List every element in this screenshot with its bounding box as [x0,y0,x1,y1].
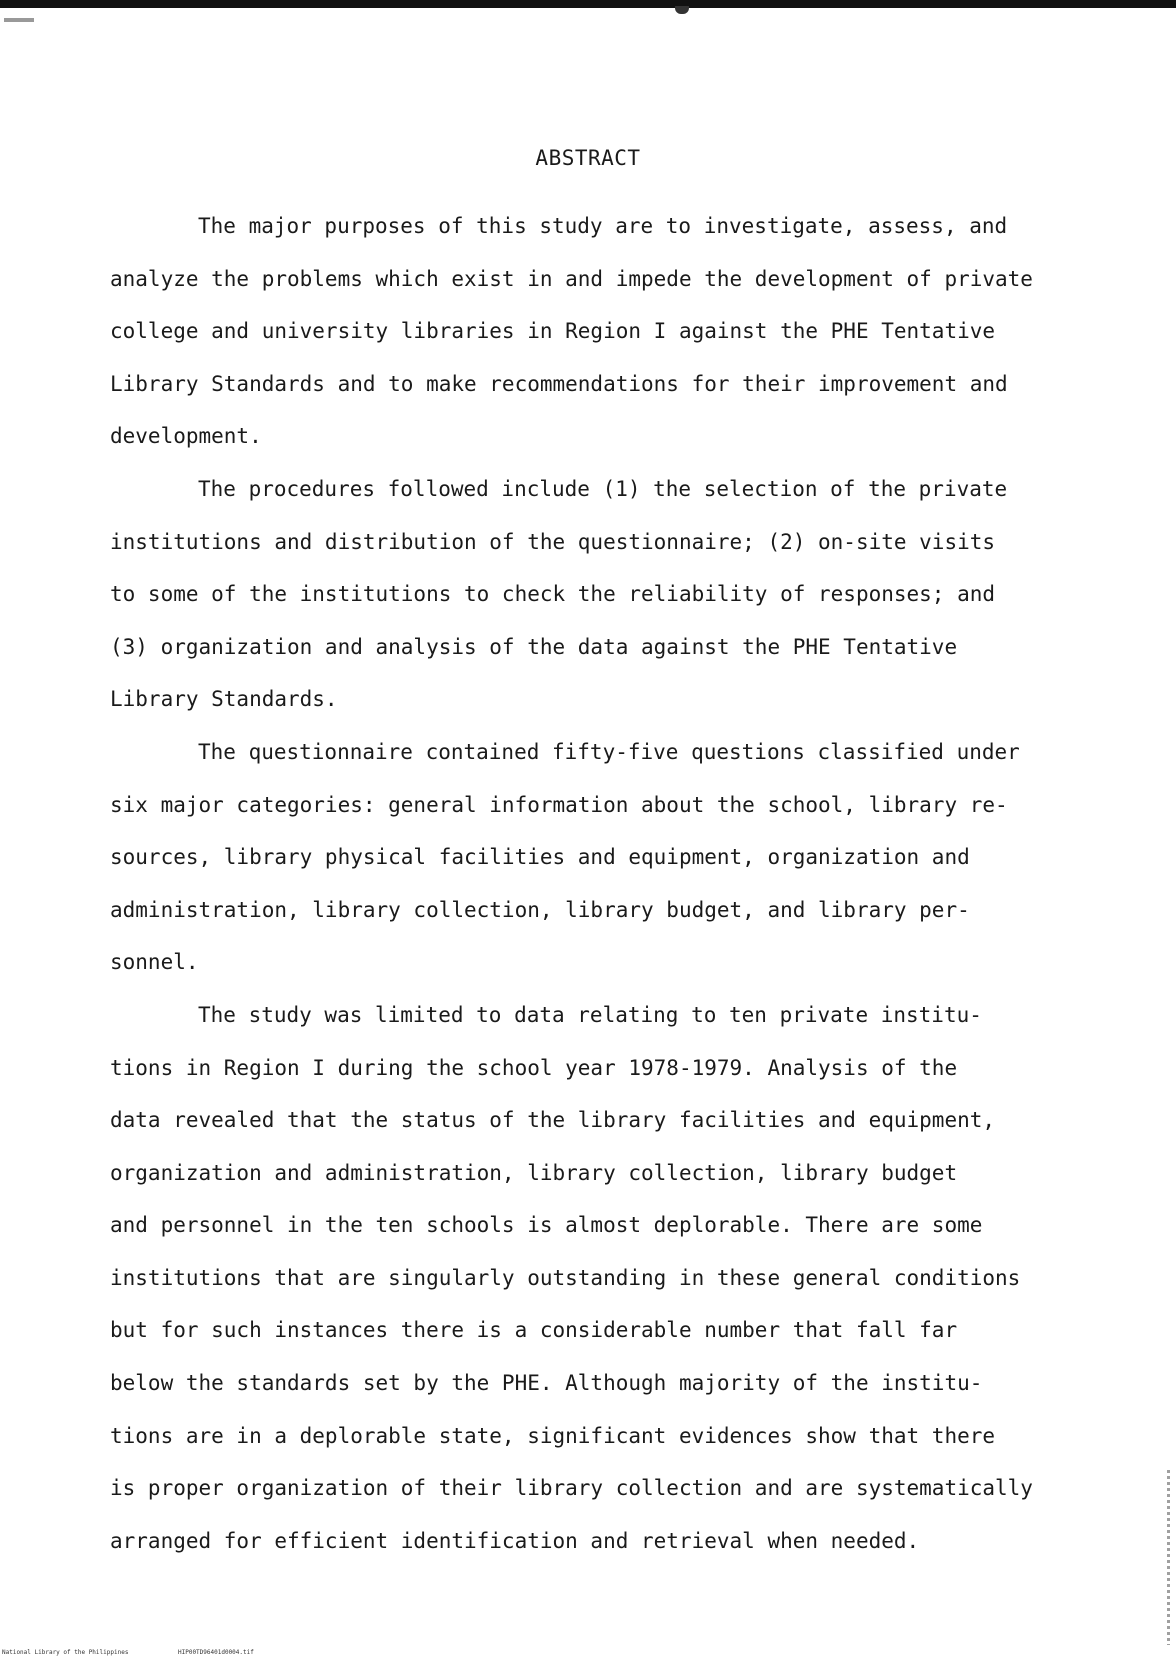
text-line: and personnel in the ten schools is almost deplorable. There are some [110,1213,983,1238]
text-line: below the standards set by the PHE. Although majority of the institu- [110,1371,983,1396]
text-line: development. [110,424,262,449]
text-line: sources, library physical facilities and equipment, organization and [110,845,970,870]
text-line: tions in Region I during the school year 1978-1979. Analysis of the [110,1055,958,1080]
paragraph-procedures [110,463,1070,726]
text-line: (3) organization and analysis of the data against the PHE Tentative [110,634,958,659]
scan-top-edge [0,0,1176,8]
paragraph-questionnaire [110,726,1070,989]
scan-credit: National Library of the Philippines [2,1649,129,1656]
text-line: organization and administration, library collection, library budget [110,1160,958,1185]
text-line: six major categories: general information about the school, library re- [110,792,1008,817]
text-line: institutions that are singularly outstanding in these general conditions [110,1265,1021,1290]
text-line: college and university libraries in Region I against the PHE Tentative [110,319,996,344]
text-line: Library Standards and to make recommendations for their improvement and [110,371,1008,396]
text-line: The major purposes of this study are to investigate, assess, and [198,214,1008,238]
scan-smudge [4,18,34,22]
paragraph-findings [110,989,1070,1568]
abstract-body [110,200,1070,1567]
scan-filename: HIP00TD96401d0004.tif [178,1649,254,1656]
text-line: analyze the problems which exist in and impede the development of private [110,266,1033,291]
text-line: Library Standards. [110,687,338,712]
page-title: ABSTRACT [535,146,641,170]
scan-binding-mark [675,6,689,14]
paragraph-purpose [110,200,1070,463]
text-line: arranged for efficient identification and retrieval when needed. [110,1528,920,1553]
text-line: The procedures followed include (1) the selection of the private [198,476,1008,501]
scan-right-edge [1167,1470,1170,1645]
text-line: is proper organization of their library collection and are systematically [110,1476,1033,1501]
text-line: administration, library collection, library budget, and library per- [110,897,970,922]
text-line: sonnel. [110,950,199,975]
text-line: data revealed that the status of the library facilities and equipment, [110,1108,996,1133]
text-line: The questionnaire contained fifty-five questions classified under [198,739,1020,764]
text-line: but for such instances there is a considerable number that fall far [110,1318,958,1343]
text-line: to some of the institutions to check the reliability of responses; and [110,582,996,607]
text-line: tions are in a deplorable state, significant evidences show that there [110,1423,996,1448]
text-line: The study was limited to data relating to ten private institu- [198,1002,982,1027]
text-line: institutions and distribution of the questionnaire; (2) on-site visits [110,529,996,554]
